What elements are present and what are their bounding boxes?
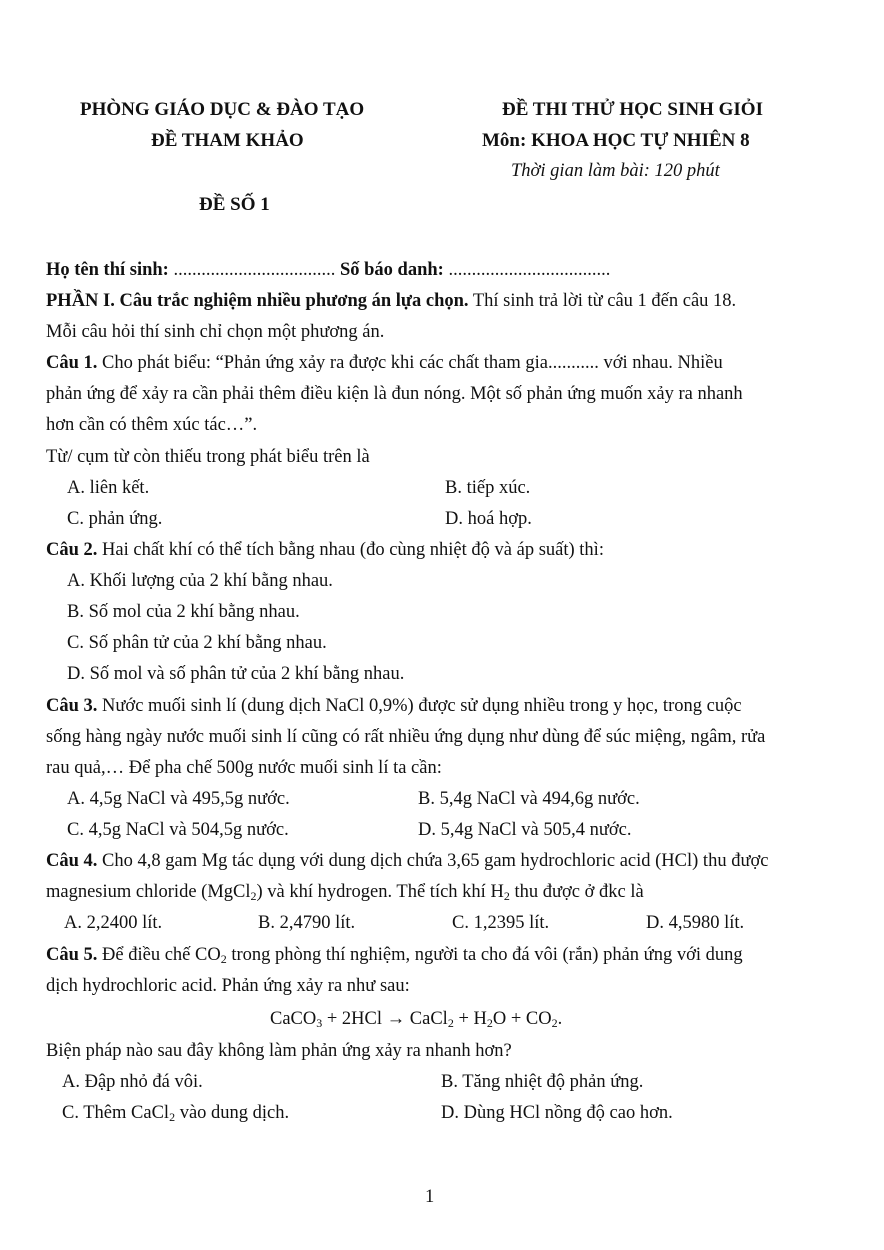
question-2 [46,538,604,562]
question-5-line2: dịch hydrochloric acid. Phản ứng xảy ra như sau: [46,976,410,996]
q4-option-b: B. 2,4790 lít. [258,913,356,933]
q1-option-c: C. phản ứng. [67,509,163,529]
q4-option-d: D. 4,5980 lít. [646,913,745,933]
question-3-line2: sống hàng ngày nước muối sinh lí cũng có rất nhiều ứng dụng như dùng để súc miệng, ngâm, rửa [46,727,766,747]
chemical-equation: CaCO$_3$ + 2HCl → CaCl$_2$ + $H_2O + CO_2$. [270,1009,563,1030]
question-2-label: Câu 2. [46,540,98,560]
q4-option-c: C. 1,2395 lít. [452,913,550,933]
part1-instruction-2: Mỗi câu hỏi thí sinh chỉ chọn một phương án. [46,322,385,342]
q1-option-d: D. hoá hợp. [445,509,532,529]
exam-number: ĐỀ SỐ 1 [199,194,270,215]
department-title: PHÒNG GIÁO DỤC & ĐÀO TẠO [80,99,365,120]
q3-option-d: D. 5,4g NaCl và 505,4 nước. [418,820,632,840]
candidate-id-blank: ................................... [448,260,611,280]
question-3-line3: rau quả,… Để pha chế 500g nước muối sinh lí ta cần: [46,758,442,778]
exam-duration: Thời gian làm bài: 120 phút [511,161,720,181]
page-number: 1 [425,1187,435,1207]
question-1-line3: hơn cần có thêm xúc tác…”. [46,415,258,435]
question-1-line4: Từ/ cụm từ còn thiếu trong phát biểu trên là [46,447,370,467]
question-4-label: Câu 4. [46,851,98,871]
question-5-label: Câu 5. [46,945,98,965]
q2-option-b: B. Số mol của 2 khí bằng nhau. [67,602,300,622]
q4-option-a: A. 2,2400 lít. [64,913,163,933]
q1-option-a: A. liên kết. [67,478,150,498]
question-5: Câu 5. Để điều chế $CO_2$ trong phòng thí nghiệm, người ta cho đá vôi (rắn) phản ứng với dung [46,945,743,966]
question-4 [46,849,768,873]
question-4-text: Cho 4,8 gam Mg tác dụng với dung dịch chứa 3,65 gam hydrochloric acid (HCl) thu được [97,851,769,871]
part1-title: PHẦN I. Câu trắc nghiệm nhiều phương án lựa chọn. [46,291,469,311]
question-1 [46,351,723,375]
part1-heading [46,289,736,313]
question-3 [46,694,742,718]
q5-option-a: A. Đập nhỏ đá vôi. [62,1072,203,1092]
q5-option-d: D. Dùng HCl nồng độ cao hơn. [441,1103,673,1123]
candidate-id-label: Số báo danh: [339,260,444,280]
question-4-line2: magnesium chloride (MgCl$_2$) và khí hydrogen. Thể tích khí $H_2$ thu được ở đkc là [46,882,644,903]
q5-option-c: C. Thêm CaCl$_2$ vào dung dịch. [62,1103,290,1124]
q2-option-d: D. Số mol và số phân tử của 2 khí bằng nhau. [67,664,405,684]
question-3-text: Nước muối sinh lí (dung dịch NaCl 0,9%) được sử dụng nhiều trong y học, trong cuộc [97,696,742,716]
q3-option-b: B. 5,4g NaCl và 494,6g nước. [418,789,640,809]
question-3-label: Câu 3. [46,696,98,716]
part1-instruction: Thí sinh trả lời từ câu 1 đến câu 18. [468,291,737,311]
question-1-text: Cho phát biểu: “Phản ứng xảy ra được khi các chất tham gia........... với nhau. Nhiều [97,353,723,373]
q2-option-a: A. Khối lượng của 2 khí bằng nhau. [67,571,333,591]
subject-title: Môn: KHOA HỌC TỰ NHIÊN 8 [482,130,750,151]
reference-label: ĐỀ THAM KHẢO [151,130,304,151]
question-2-text: Hai chất khí có thể tích bằng nhau (đo cùng nhiệt độ và áp suất) thì: [97,540,604,560]
q1-option-b: B. tiếp xúc. [445,478,531,498]
q5-option-b: B. Tăng nhiệt độ phản ứng. [441,1072,644,1092]
question-5-line3: Biện pháp nào sau đây không làm phản ứng xảy ra nhanh hơn? [46,1041,512,1061]
question-1-label: Câu 1. [46,353,98,373]
question-1-line2: phản ứng để xảy ra cần phải thêm điều kiện là đun nóng. Một số phản ứng muốn xảy ra nhanh [46,384,743,404]
candidate-info [46,258,610,282]
q2-option-c: C. Số phân tử của 2 khí bằng nhau. [67,633,327,653]
q3-option-a: A. 4,5g NaCl và 495,5g nước. [67,789,290,809]
candidate-name-blank: ................................... [173,260,336,280]
q3-option-c: C. 4,5g NaCl và 504,5g nước. [67,820,289,840]
candidate-name-label: Họ tên thí sinh: [46,260,169,280]
exam-title: ĐỀ THI THỬ HỌC SINH GIỎI [502,99,763,120]
